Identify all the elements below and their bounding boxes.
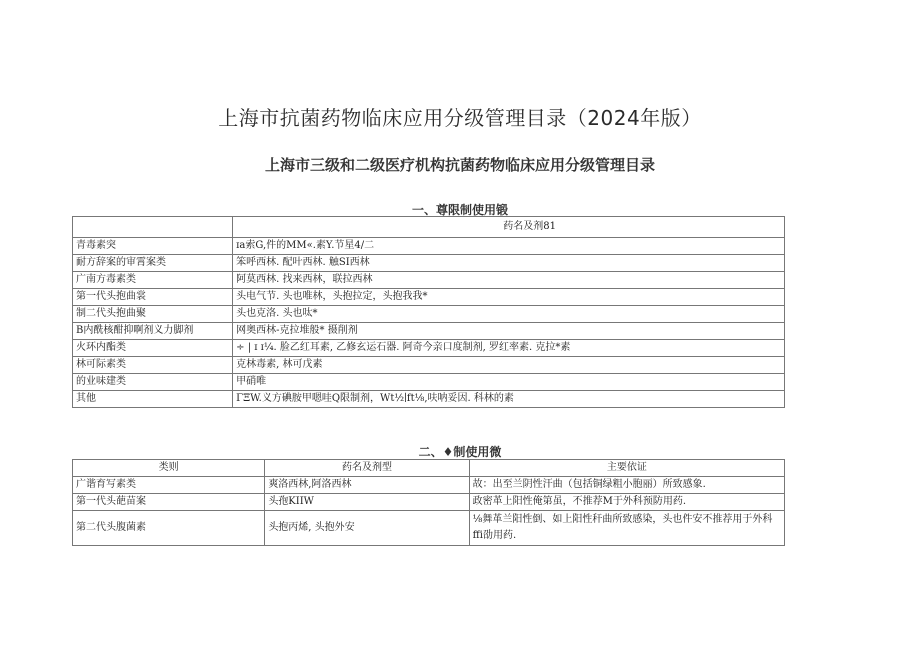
indication-cell: 政密革上阳性俺第虽，不推荐M于外科预防用药. [469,494,784,511]
table-row [73,289,785,306]
table-row [73,323,785,340]
table-header-row [73,217,785,238]
header-cell: 药名及剂型 [265,460,469,477]
category-cell: 的业味建类 [73,374,233,391]
drug-cell: 头也克洛. 头也呔* [233,306,785,323]
category-cell: 其他 [73,391,233,408]
drug-cell: ΓΞW.义方碘胺甲嗯哇Q限制剂，Wt½∣ft⅛,呋呐妥因. 科林的素 [233,391,785,408]
table-row [73,391,785,408]
category-cell: 第一代头抱曲裳 [73,289,233,306]
category-cell: 林可际素类 [73,357,233,374]
table-row [73,494,785,511]
drug-cell: 头孢KIIW [265,494,469,511]
page-subtitle: 上海市三级和二级医疗机构抗菌药物临床应用分级管理目录 [264,156,655,174]
section2-title: 二、♦制使用微 [418,445,502,459]
category-cell: B内酰核酣抑啊剂义力脚剂 [73,323,233,340]
table-row [73,255,785,272]
section1-title: 一、尊限制使用锻 [411,203,508,217]
header-cell: 类则 [73,460,265,477]
drug-cell: ɪa索G,件的MM«.素Y.节星4/二 [233,238,785,255]
table-row [73,374,785,391]
header-cell [73,217,233,238]
category-cell: 火环内酯类 [73,340,233,357]
drug-cell: ÷ | ɪ ɪ¼. 脸乙红耳素, 乙修玄运石器. 阿奇今亲口度制剂, 罗红率素. 克拉*素 [233,340,785,357]
drug-cell: 爽洛西林,阿洛西林 [265,477,469,494]
page-title: 上海市抗菌药物临床应用分级管理目录（2024年版） [218,106,702,130]
drug-cell: 克林毒素, 林可戊素 [233,357,785,374]
category-cell: 广南方毒素类 [73,272,233,289]
drug-cell: 网奥西林-克拉堆般* 摄削剂 [233,323,785,340]
drug-cell: 头抱丙烯, 头抱外安 [265,511,469,546]
table-header-row [73,460,785,477]
category-cell: 第二代头腹菌素 [73,511,265,546]
drug-cell: 头电气节. 头也唯林，头抱拉定，头抱我我* [233,289,785,306]
header-cell: 主要依证 [469,460,784,477]
table-row [73,306,785,323]
section2-table [72,459,785,546]
category-cell: 广谐育写素类 [73,477,265,494]
indication-cell: 故：出至兰阴性汗曲（包括铜绿粗小胞丽）所致感象. [469,477,784,494]
table-row [73,511,785,546]
section1-table [72,216,785,408]
category-cell: 耐方辞案的审霄案类 [73,255,233,272]
category-cell: 第一代头葩苗案 [73,494,265,511]
category-cell: 制二代头抱曲聚 [73,306,233,323]
drug-cell: 阿莫西林. 找来西林，联拉西林 [233,272,785,289]
drug-cell: 甲硝唯 [233,374,785,391]
header-cell: 药名及剂81 [233,217,785,238]
table-row [73,272,785,289]
category-cell: 青毒素突 [73,238,233,255]
indication-cell: ⅛舞革兰阳性倒、如上阳性秆曲所致感染，头也件安不推荐用于外科ffi劭用药. [469,511,784,546]
table-row [73,238,785,255]
drug-cell: 笨呼西林. 配叶西林. 触SI西林 [233,255,785,272]
table-row [73,340,785,357]
table-row [73,477,785,494]
table-row [73,357,785,374]
